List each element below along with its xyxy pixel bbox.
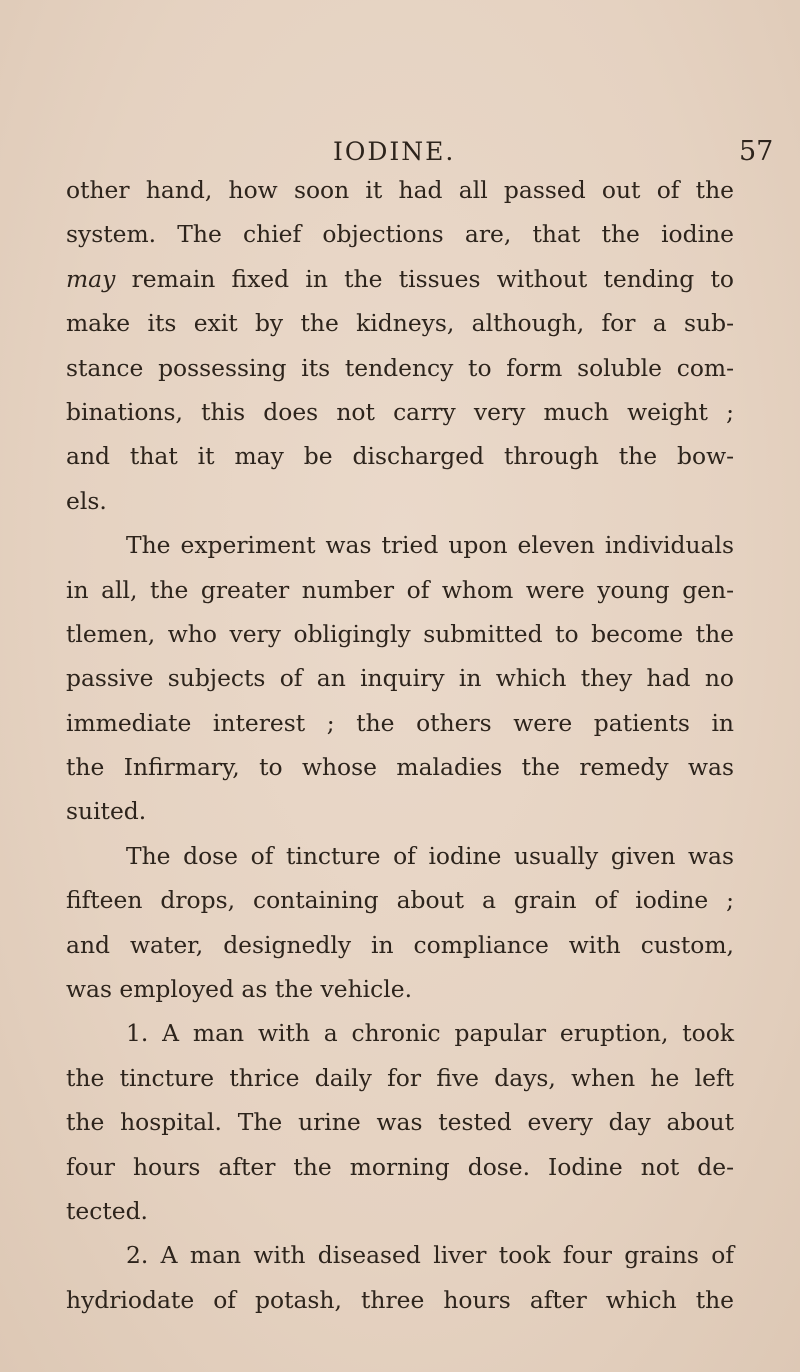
- page-number: 57: [739, 136, 774, 167]
- text-line: suited.: [66, 797, 147, 826]
- text-line: make its exit by the kidneys, although, for a sub-: [66, 309, 734, 338]
- body-text: [66, 168, 734, 1322]
- paragraph-first-line: The experiment was tried upon eleven individuals: [126, 531, 734, 560]
- text-line: the Infirmary, to whose maladies the remedy was: [66, 753, 734, 782]
- text-line: other hand, how soon it had all passed out of the: [66, 176, 734, 204]
- text-line: hydriodate of potash, three hours after which the: [66, 1285, 734, 1314]
- text-line: els.: [66, 486, 107, 515]
- text-line: [66, 257, 734, 301]
- numbered-case-line: 1. A man with a chronic papular eruption, took: [126, 1019, 734, 1048]
- text-line: four hours after the morning dose. Iodine not de-: [66, 1152, 734, 1181]
- running-title: IODINE.: [333, 137, 456, 166]
- text-line: and water, designedly in compliance with custom,: [66, 930, 734, 959]
- text-line: stance possessing its tendency to form soluble com-: [66, 353, 734, 382]
- text-line: binations, this does not carry very much weight ;: [66, 397, 734, 426]
- text-line: passive subjects of an inquiry in which they had no: [66, 664, 734, 693]
- text-line: fifteen drops, containing about a grain of iodine ;: [66, 886, 734, 915]
- text-line: in all, the greater number of whom were young gen-: [66, 575, 734, 604]
- text-line: the hospital. The urine was tested every day about: [66, 1108, 734, 1137]
- text-line: the tincture thrice daily for five days, when he left: [66, 1063, 734, 1092]
- running-head: [0, 132, 800, 172]
- text-line: was employed as the vehicle.: [66, 975, 413, 1004]
- text-line: system. The chief objections are, that the iodine: [66, 220, 734, 249]
- text-line: tected.: [66, 1196, 148, 1225]
- text-line: and that it may be discharged through the bow-: [66, 442, 734, 471]
- text-fragment: remain fixed in the tissues without tending to: [115, 264, 734, 293]
- paragraph-first-line: The dose of tincture of iodine usually given was: [126, 841, 734, 870]
- text-line: immediate interest ; the others were patients in: [66, 708, 734, 737]
- italic-word: may: [66, 264, 116, 293]
- numbered-case-line: 2. A man with diseased liver took four grains of: [126, 1241, 734, 1270]
- text-line: tlemen, who very obligingly submitted to become the: [66, 619, 734, 648]
